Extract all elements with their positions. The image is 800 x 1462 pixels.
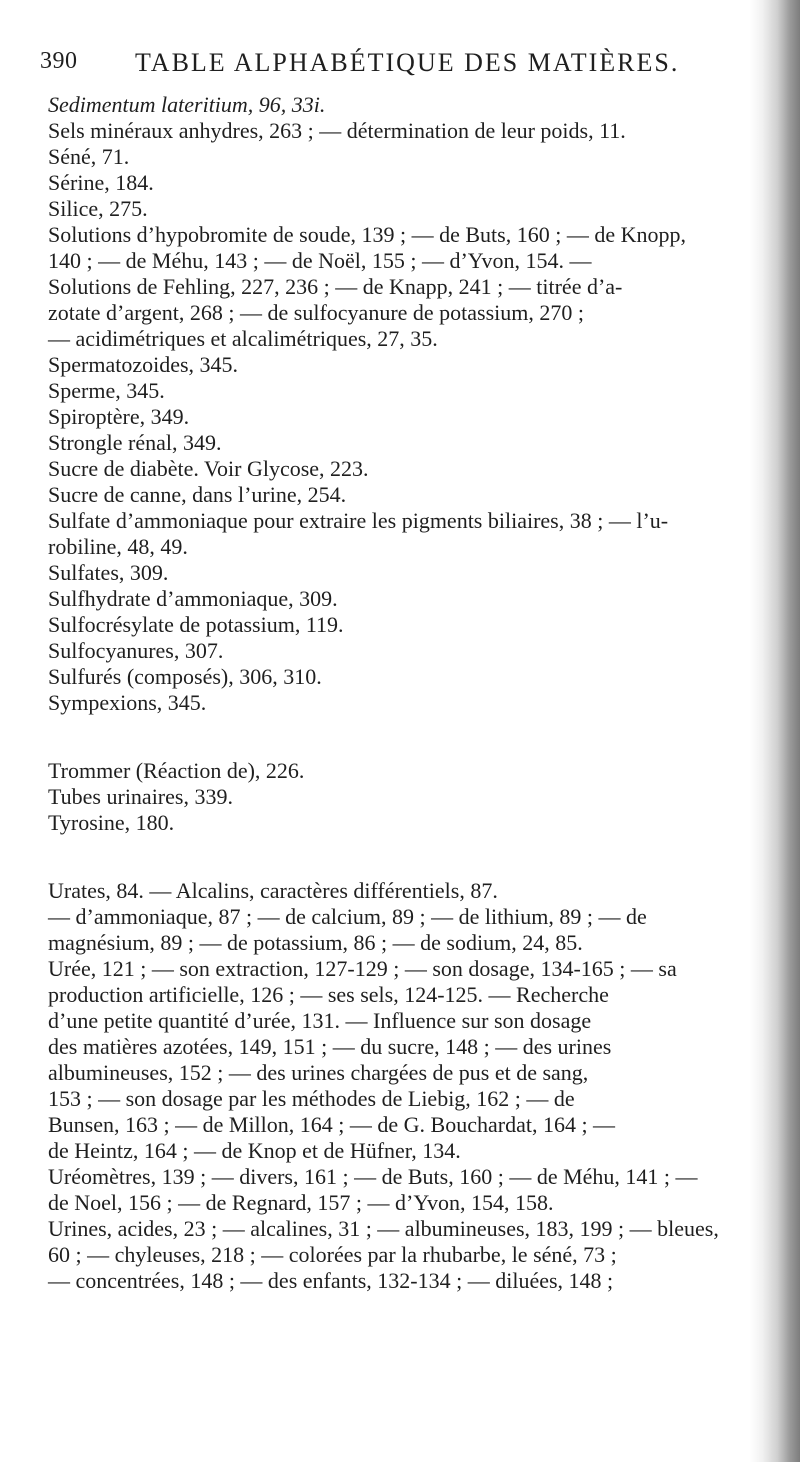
index-entry: Sucre de canne, dans l’urine, 254.	[48, 482, 347, 507]
index-entry: Sulfates, 309.	[48, 560, 169, 585]
index-entry: Trommer (Réaction de), 226.	[48, 758, 305, 783]
index-entry: Sulfocrésylate de potassium, 119.	[48, 612, 344, 637]
index-entry: Spermatozoides, 345.	[48, 352, 239, 377]
index-entry: Sperme, 345.	[48, 378, 165, 403]
index-entry: Tyrosine, 180.	[48, 810, 175, 835]
page-number: 390	[40, 48, 78, 74]
index-entry: Solutions d’hypobromite de soude, 139 ; — de Buts, 160 ; — de Knopp, 140 ; — de Méhu, 143 ; — de Noël, 155 ; — d’Yvon, 154. — Solutions de Fehling, 227, 236 ; — de Knapp, 241 ; — titrée d’a- zotate d’argent, 268 ; — de sulfocyanure de potassium, 270 ; — acidimétriques et alcalimétriques, 27, 35.	[48, 222, 686, 351]
index-entry: Spiroptère, 349.	[48, 404, 190, 429]
index-entry: Strongle rénal, 349.	[48, 430, 222, 455]
index-entry: Sulfhydrate d’ammoniaque, 309.	[48, 586, 338, 611]
index-entry: Sympexions, 345.	[48, 690, 207, 715]
index-entry: Sulfocyanures, 307.	[48, 638, 224, 663]
index-entry: Tubes urinaires, 339.	[48, 784, 233, 809]
index-entry: Sels minéraux anhydres, 263 ; — détermination de leur poids, 11.	[48, 118, 626, 143]
index-entry: Sulfurés (composés), 306, 310.	[48, 664, 322, 689]
section-gap	[48, 836, 738, 878]
index-entry: Sedimentum lateritium, 96, 33i.	[48, 92, 326, 117]
index-entry: Séné, 71.	[48, 144, 130, 169]
index-entry: Sérine, 184.	[48, 170, 154, 195]
index-entries	[48, 92, 738, 1294]
page-header	[40, 44, 740, 84]
index-entry: Sucre de diabète. Voir Glycose, 223.	[48, 456, 369, 481]
page-edge-shadow	[750, 0, 800, 1462]
index-entry: Urines, acides, 23 ; — alcalines, 31 ; — albumineuses, 183, 199 ; — bleues, 60 ; — chyleuses, 218 ; — colorées par la rhubarbe, le séné, 73 ; — concentrées, 148 ; — des enfants, 132-134 ; — diluées, 148 ;	[48, 1216, 719, 1293]
index-entry: Uréomètres, 139 ; — divers, 161 ; — de Buts, 160 ; — de Méhu, 141 ; — de Noel, 156 ; — de Regnard, 157 ; — d’Yvon, 154, 158.	[48, 1164, 698, 1215]
index-entry: Urates, 84. — Alcalins, caractères différentiels, 87. — d’ammoniaque, 87 ; — de calcium, 89 ; — de lithium, 89 ; — de magnésium, 89 ; — de potassium, 86 ; — de sodium, 24, 85.	[48, 878, 647, 955]
index-entry: Sulfate d’ammoniaque pour extraire les pigments biliaires, 38 ; — l’u- robiline, 48, 49.	[48, 508, 669, 559]
section-gap	[48, 716, 738, 758]
running-title: TABLE ALPHABÉTIQUE DES MATIÈRES.	[135, 48, 680, 77]
index-entry: Urée, 121 ; — son extraction, 127-129 ; — son dosage, 134-165 ; — sa production artificielle, 126 ; — ses sels, 124-125. — Recherche d’une petite quantité d’urée, 131. — Influence sur son dosage des matières azotées, 149, 151 ; — du sucre, 148 ; — des urines albumineuses, 152 ; — des urines chargées de pus et de sang, 153 ; — son dosage par les méthodes de Liebig, 162 ; — de Bunsen, 163 ; — de Millon, 164 ; — de G. Bouchardat, 164 ; — de Heintz, 164 ; — de Knop et de Hüfner, 134.	[48, 956, 677, 1163]
index-entry: Silice, 275.	[48, 196, 148, 221]
